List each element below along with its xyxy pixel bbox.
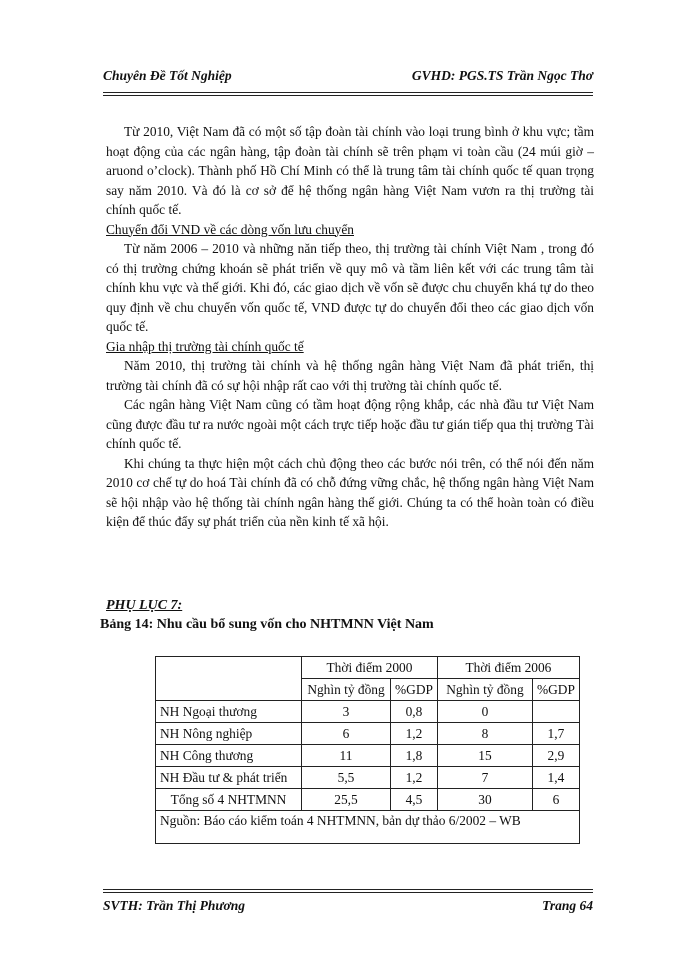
page-footer bbox=[103, 898, 593, 918]
paragraph: Từ 2010, Việt Nam đã có một số tập đoàn tài chính vào loại trung bình ở khu vực; tầm hoạt động của các ngân hàng, tập đoàn tài chính sẽ trên phạm vi toàn cầu (24 múi giờ – aruond o’clock). Thành phố Hồ Chí Minh có thể là trung tâm tài chính quốc tế quan trọng say năm 2010. Và đó là cơ sở để hệ thống ngân hàng Việt Nam vươn ra thị trường tài chính quốc tế. bbox=[106, 124, 594, 217]
table-cell: 7 bbox=[437, 767, 532, 789]
footer-divider bbox=[103, 892, 593, 893]
table-cell: 25,5 bbox=[302, 789, 391, 811]
row-label: NH Nông nghiệp bbox=[156, 723, 302, 745]
column-header: %GDP bbox=[391, 679, 438, 701]
group-header: Thời điểm 2006 bbox=[437, 657, 579, 679]
table-cell: 1,7 bbox=[532, 723, 579, 745]
paragraph: Từ năm 2006 – 2010 và những năn tiếp theo, thị trường tài chính Việt Nam , trong đó có thị trường chứng khoán sẽ phát triển về quy mô và tầm liên kết với các trung tâm tài chính khu vực và thế giới. Khi đó, các giao dịch về vốn sẽ được chu chuyển khá tự do theo quy định về chu chuyển vốn quốc tế, VND được tự do chuyển đổi theo các giao dịch vốn quốc tế. bbox=[106, 241, 594, 334]
table-cell: 5,5 bbox=[302, 767, 391, 789]
table-source-row bbox=[156, 811, 580, 844]
table-cell: 0,8 bbox=[391, 701, 438, 723]
appendix-label: PHỤ LỤC 7: bbox=[106, 598, 183, 613]
table-row bbox=[156, 767, 580, 789]
table-title: Bảng 14: Nhu cầu bổ sung vốn cho NHTMNN Việt Nam bbox=[100, 617, 434, 632]
table-cell: 1,2 bbox=[391, 723, 438, 745]
paragraph: Khi chúng ta thực hiện một cách chủ động theo các bước nói trên, có thể nói đến năm 2010 cơ chế tự do hoá Tài chính đã có chỗ đứng vững chắc, hệ thống ngân hàng Việt Nam sẽ hội nhập vào hệ thống tài chính ngân hàng thế giới. Chúng ta có thể hoàn toàn có điều kiện để thúc đẩy sự phát triển của nền kinh tế xã hội. bbox=[106, 455, 594, 529]
table-cell bbox=[532, 701, 579, 723]
page-number: Trang 64 bbox=[542, 898, 593, 913]
column-header: %GDP bbox=[532, 679, 579, 701]
table-cell: 15 bbox=[437, 745, 532, 767]
header-divider bbox=[103, 95, 593, 96]
header-advisor: GVHD: PGS.TS Trần Ngọc Thơ bbox=[411, 68, 593, 83]
table-cell: 4,5 bbox=[391, 789, 438, 811]
section-heading: Chuyển đổi VND về các dòng vốn lưu chuyển bbox=[106, 221, 354, 237]
header-divider bbox=[103, 92, 593, 93]
table-cell: 1,8 bbox=[391, 745, 438, 767]
section-heading: Gia nhập thị trường tài chính quốc tế bbox=[106, 338, 304, 354]
table-cell: 1,2 bbox=[391, 767, 438, 789]
paragraph: Năm 2010, thị trường tài chính và hệ thống ngân hàng Việt Nam đã phát triển, thị trường tài chính đã có sự hội nhập rất cao với thị trường tài chính quốc tế. bbox=[106, 358, 594, 393]
table-source-note: Nguồn: Báo cáo kiểm toán 4 NHTMNN, bản dự thảo 6/2002 – WB bbox=[156, 811, 580, 844]
table-cell: 6 bbox=[532, 789, 579, 811]
table-row bbox=[156, 701, 580, 723]
table-cell: 0 bbox=[437, 701, 532, 723]
table-corner-cell bbox=[156, 657, 302, 701]
row-label: NH Công thương bbox=[156, 745, 302, 767]
table-header-row bbox=[156, 657, 580, 679]
table-cell: 2,9 bbox=[532, 745, 579, 767]
header-document-title: Chuyên Đề Tốt Nghiệp bbox=[103, 68, 232, 83]
group-header: Thời điểm 2000 bbox=[302, 657, 438, 679]
row-label: Tổng số 4 NHTMNN bbox=[156, 789, 302, 811]
row-label: NH Đầu tư & phát triển bbox=[156, 767, 302, 789]
paragraph: Các ngân hàng Việt Nam cũng có tầm hoạt động rộng khắp, các nhà đầu tư Việt Nam cũng được đầu tư ra nước ngoài một cách trực tiếp hoặc đầu tư gián tiếp qua thị trường Tài chính quốc tế. bbox=[106, 397, 594, 451]
row-label: NH Ngoại thương bbox=[156, 701, 302, 723]
table-cell: 1,4 bbox=[532, 767, 579, 789]
footer-author: SVTH: Trần Thị Phương bbox=[103, 898, 245, 913]
column-header: Nghìn tỷ đồng bbox=[437, 679, 532, 701]
table-cell: 30 bbox=[437, 789, 532, 811]
column-header: Nghìn tỷ đồng bbox=[302, 679, 391, 701]
table-row bbox=[156, 723, 580, 745]
table-cell: 6 bbox=[302, 723, 391, 745]
page-header bbox=[103, 68, 593, 88]
footer-divider bbox=[103, 889, 593, 890]
capital-needs-table bbox=[155, 656, 580, 844]
body-text bbox=[106, 122, 594, 532]
table-cell: 8 bbox=[437, 723, 532, 745]
table-cell: 3 bbox=[302, 701, 391, 723]
table-cell: 11 bbox=[302, 745, 391, 767]
table-total-row bbox=[156, 789, 580, 811]
table-row bbox=[156, 745, 580, 767]
